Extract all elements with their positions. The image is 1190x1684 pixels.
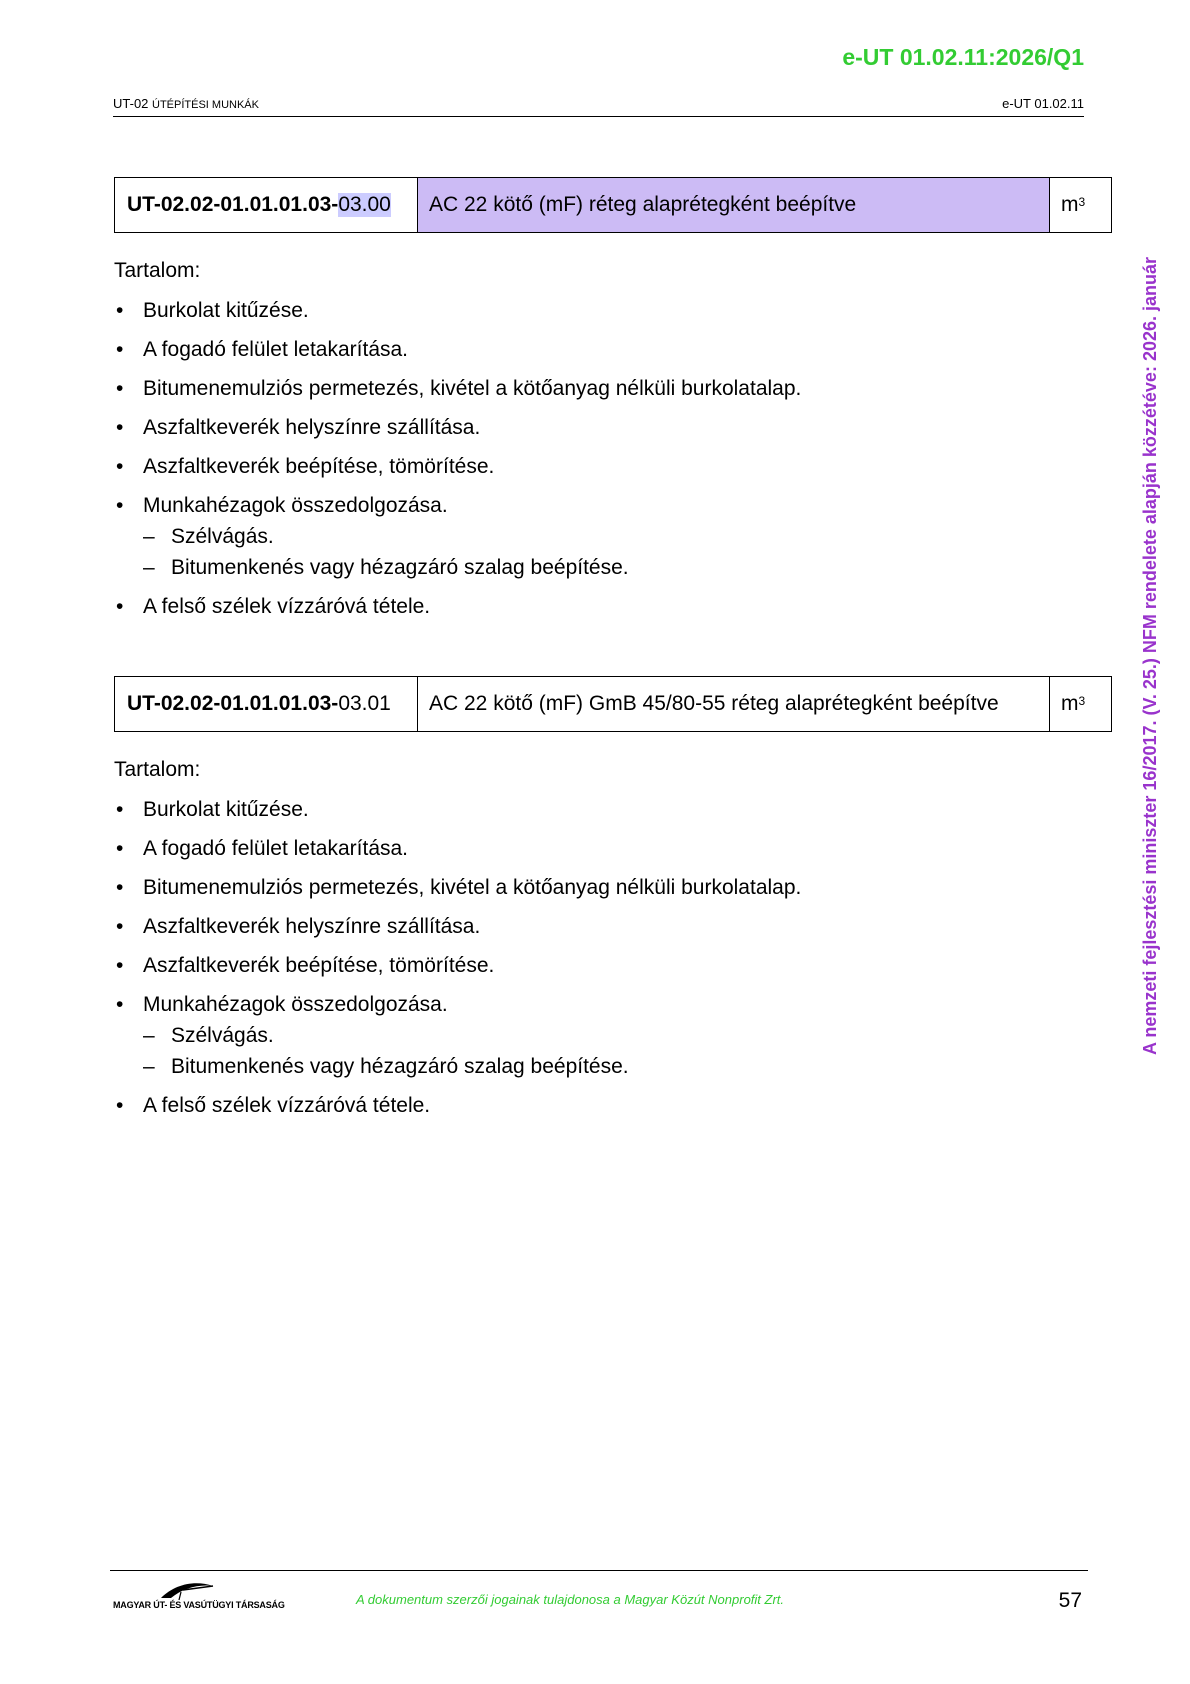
item-description-cell: AC 22 kötő (mF) réteg alaprétegként beépítve [418, 178, 1050, 232]
list-item: • Aszfaltkeverék beépítése, tömörítése. [116, 455, 495, 478]
logo-text: MAGYAR ÚT- ÉS VASÚTÜGYI TÁRSASÁG [113, 1600, 285, 1610]
unit-base: m [1061, 193, 1079, 216]
running-header [113, 96, 1084, 117]
mavt-logo-swoosh-icon [113, 1578, 263, 1602]
list-item: • A felső szélek vízzáróvá tétele. [116, 1094, 431, 1117]
sub-list-item: – Szélvágás. [143, 1024, 274, 1047]
footer-divider [110, 1570, 1088, 1571]
header-doc-ref: e-UT 01.02.11 [1002, 96, 1084, 111]
list-item: • Aszfaltkeverék helyszínre szállítása. [116, 416, 481, 439]
list-item: • A fogadó felület letakarítása. [116, 837, 409, 860]
item-header-table [114, 676, 1112, 732]
list-item: • A felső szélek vízzáróvá tétele. [116, 595, 431, 618]
item-unit-cell [1050, 178, 1111, 232]
item-unit-cell [1050, 677, 1111, 731]
mavt-logo [113, 1578, 285, 1614]
sub-list-item: – Bitumenkenés vagy hézagzáró szalag beépítése. [143, 556, 629, 579]
item-code-base: UT-02.02-01.01.01.03- [127, 193, 339, 216]
list-item: • Bitumenemulziós permetezés, kivétel a kötőanyag nélküli burkolatalap. [116, 876, 802, 899]
list-item: • Burkolat kitűzése. [116, 299, 309, 322]
item-code-suffix: 03.01 [338, 692, 391, 715]
content-list [114, 298, 801, 633]
page-number: 57 [1058, 1589, 1082, 1612]
content-list [114, 797, 801, 1132]
document-code: e-UT 01.02.11:2026/Q1 [842, 44, 1084, 70]
item-code-suffix: 03.00 [338, 193, 391, 216]
item-description-cell: AC 22 kötő (mF) GmB 45/80-55 réteg alaprétegként beépítve [418, 677, 1050, 731]
list-item: • Aszfaltkeverék beépítése, tömörítése. [116, 954, 495, 977]
list-item: • Burkolat kitűzése. [116, 798, 309, 821]
list-item: • Aszfaltkeverék helyszínre szállítása. [116, 915, 481, 938]
item-header-table [114, 177, 1112, 233]
list-item: • Bitumenemulziós permetezés, kivétel a kötőanyag nélküli burkolatalap. [116, 377, 802, 400]
unit-superscript: 3 [1078, 195, 1086, 209]
list-item: • A fogadó felület letakarítása. [116, 338, 409, 361]
sub-list [143, 523, 801, 581]
item-code-cell [115, 178, 418, 232]
sub-list-item: – Szélvágás. [143, 525, 274, 548]
header-section-title [113, 96, 259, 111]
content-label: Tartalom: [114, 259, 201, 282]
list-item: • Munkahézagok összedolgozása. – Szélvágás. – Bitumenkenés vagy hézagzáró szalag beépítése. [114, 992, 801, 1080]
copyright-notice: A dokumentum szerzői jogainak tulajdonosa a Magyar Közút Nonprofit Zrt. [356, 1592, 785, 1607]
unit-superscript: 3 [1078, 694, 1086, 708]
item-code-base: UT-02.02-01.01.01.03- [127, 692, 339, 715]
sub-list [143, 1022, 801, 1080]
list-item: • Munkahézagok összedolgozása. – Szélvágás. – Bitumenkenés vagy hézagzáró szalag beépítése. [114, 493, 801, 581]
item-code-cell [115, 677, 418, 731]
side-publication-note: A nemzeti fejlesztési miniszter 16/2017. (V. 25.) NFM rendelete alapján közzétéve: 2026. január [1140, 256, 1160, 1055]
sub-list-item: – Bitumenkenés vagy hézagzáró szalag beépítése. [143, 1055, 629, 1078]
content-label: Tartalom: [114, 758, 201, 781]
header-section-name: ÚTÉPÍTÉSI MUNKÁK [152, 99, 259, 111]
header-section-prefix: UT-02 [113, 96, 153, 111]
unit-base: m [1061, 692, 1079, 715]
